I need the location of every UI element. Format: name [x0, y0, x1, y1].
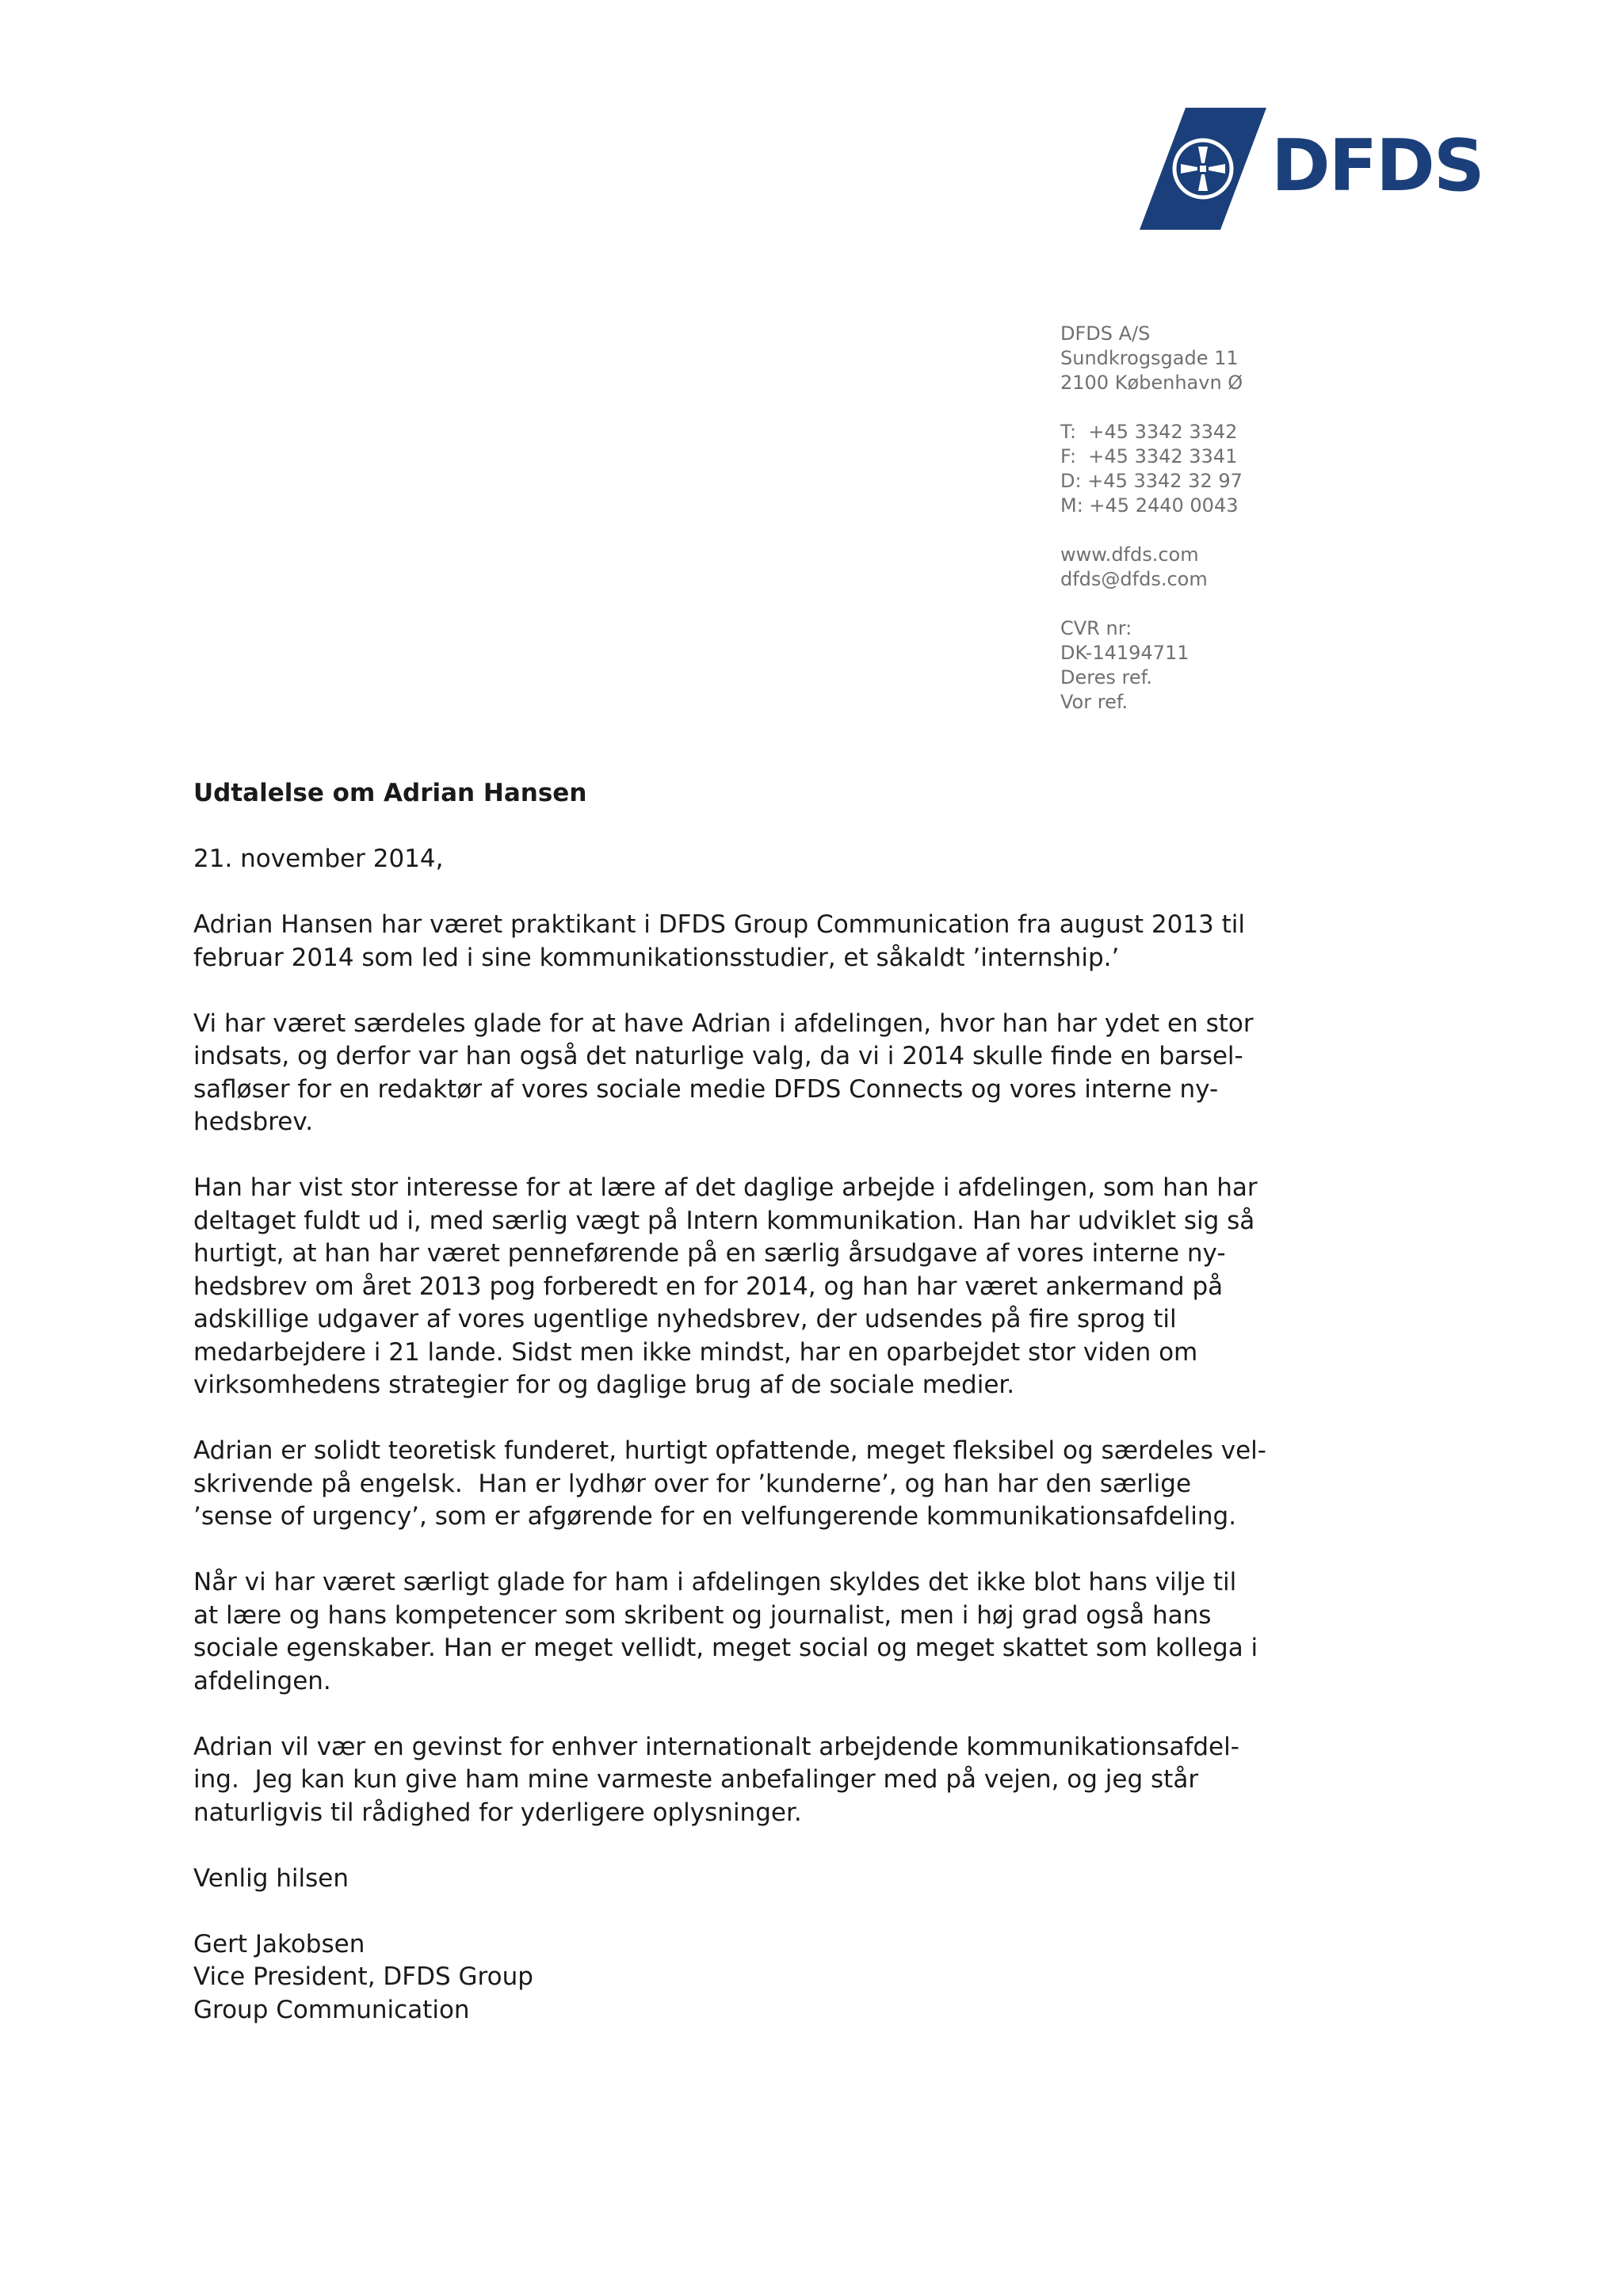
city-address: 2100 København Ø — [1060, 372, 1243, 394]
email-address: dfds@dfds.com — [1060, 568, 1208, 590]
paragraph-line: hurtigt, at han har været penneførende på en særlig årsudgave af vores interne ny- — [193, 1239, 1226, 1268]
paragraph-1 — [193, 909, 1319, 974]
paragraph-line: hedsbrev. — [193, 1108, 314, 1136]
letter-closing: Venlig hilsen — [193, 1863, 349, 1893]
paragraph-line: Vi har været særdeles glade for at have Adrian i afdelingen, hvor han har ydet en stor — [193, 1009, 1254, 1038]
phone-number: T: +45 3342 3342 — [1060, 421, 1238, 443]
paragraph-line: safløser for en redaktør af vores sociale medie DFDS Connects og vores interne ny- — [193, 1074, 1219, 1104]
paragraph-line: virksomhedens strategier for og daglige brug af de sociale medier. — [193, 1371, 1015, 1399]
paragraph-line: afdelingen. — [193, 1666, 331, 1695]
cross-emblem-icon — [1140, 108, 1266, 230]
paragraph-line: skrivende på engelsk. Han er lydhør over for ’kunderne’, og han har den særlige — [193, 1469, 1192, 1498]
website: www.dfds.com — [1060, 543, 1199, 566]
paragraph-line: ’sense of urgency’, som er afgørende for en velfungerende kommunikationsafdeling. — [193, 1502, 1237, 1531]
paragraph-line: naturligvis til rådighed for yderligere oplysninger. — [193, 1798, 802, 1827]
paragraph-line: sociale egenskaber. Han er meget vellidt, meget social og meget skattet som kollega i — [193, 1634, 1258, 1662]
paragraph-line: deltaget fuldt ud i, med særlig vægt på Intern kommunikation. Han har udviklet sig så — [193, 1206, 1255, 1235]
paragraph-line: indsats, og derfor var han også det naturlige valg, da vi i 2014 skulle finde en barsel- — [193, 1042, 1243, 1070]
paragraph-5 — [193, 1566, 1319, 1698]
signer-department: Group Communication — [193, 1995, 470, 2024]
paragraph-line: Adrian er solidt teoretisk funderet, hurtigt opfattende, meget fleksibel og særdeles vel- — [193, 1436, 1266, 1465]
paragraph-line: februar 2014 som led i sine kommunikationsstudier, et såkaldt ’internship.’ — [193, 943, 1120, 972]
paragraph-line: Han har vist stor interesse for at lære af det daglige arbejde i afdelingen, som han har — [193, 1173, 1258, 1202]
direct-number: D: +45 3342 32 97 — [1060, 470, 1243, 492]
their-reference: Deres ref. — [1060, 666, 1152, 688]
paragraph-line: Adrian vil vær en gevinst for enhver internationalt arbejdende kommunikationsafdel- — [193, 1732, 1239, 1761]
our-reference: Vor ref. — [1060, 691, 1128, 713]
paragraph-2 — [193, 1008, 1319, 1139]
signer-title: Vice President, DFDS Group — [193, 1962, 533, 1991]
mobile-number: M: +45 2440 0043 — [1060, 494, 1239, 517]
company-name: DFDS A/S — [1060, 322, 1151, 345]
cvr-value: DK-14194711 — [1060, 642, 1190, 664]
letter-date: 21. november 2014, — [193, 845, 444, 873]
street-address: Sundkrogsgade 11 — [1060, 347, 1239, 369]
paragraph-4 — [193, 1435, 1319, 1534]
paragraph-6 — [193, 1731, 1319, 1830]
letter-body — [193, 777, 1319, 2027]
paragraph-line: adskillige udgaver af vores ugentlige nyhedsbrev, der udsendes på fire sprog til — [193, 1305, 1177, 1333]
paragraph-3 — [193, 1172, 1319, 1402]
paragraph-line: Adrian Hansen har været praktikant i DFDS Group Communication fra august 2013 til — [193, 910, 1246, 939]
paragraph-line: Når vi har været særligt glade for ham i afdelingen skyldes det ikke blot hans vilje til — [193, 1568, 1237, 1596]
contact-block — [1060, 322, 1441, 715]
paragraph-line: medarbejdere i 21 lande. Sidst men ikke mindst, har en oparbejdet stor viden om — [193, 1337, 1198, 1367]
cvr-label: CVR nr: — [1060, 617, 1132, 639]
fax-number: F: +45 3342 3341 — [1060, 445, 1238, 467]
signature-block — [193, 1928, 1319, 2027]
signer-name: Gert Jakobsen — [193, 1929, 365, 1958]
logo-wordmark: DFDS — [1271, 124, 1484, 208]
paragraph-line: ing. Jeg kan kun give ham mine varmeste anbefalinger med på vejen, og jeg står — [193, 1765, 1199, 1794]
dfds-logo — [1140, 108, 1484, 230]
paragraph-line: hedsbrev om året 2013 pog forberedt en for 2014, og han har været ankermand på — [193, 1272, 1224, 1301]
paragraph-line: at lære og hans kompetencer som skribent og journalist, men i høj grad også hans — [193, 1600, 1212, 1630]
letter-subject: Udtalelse om Adrian Hansen — [193, 779, 587, 807]
